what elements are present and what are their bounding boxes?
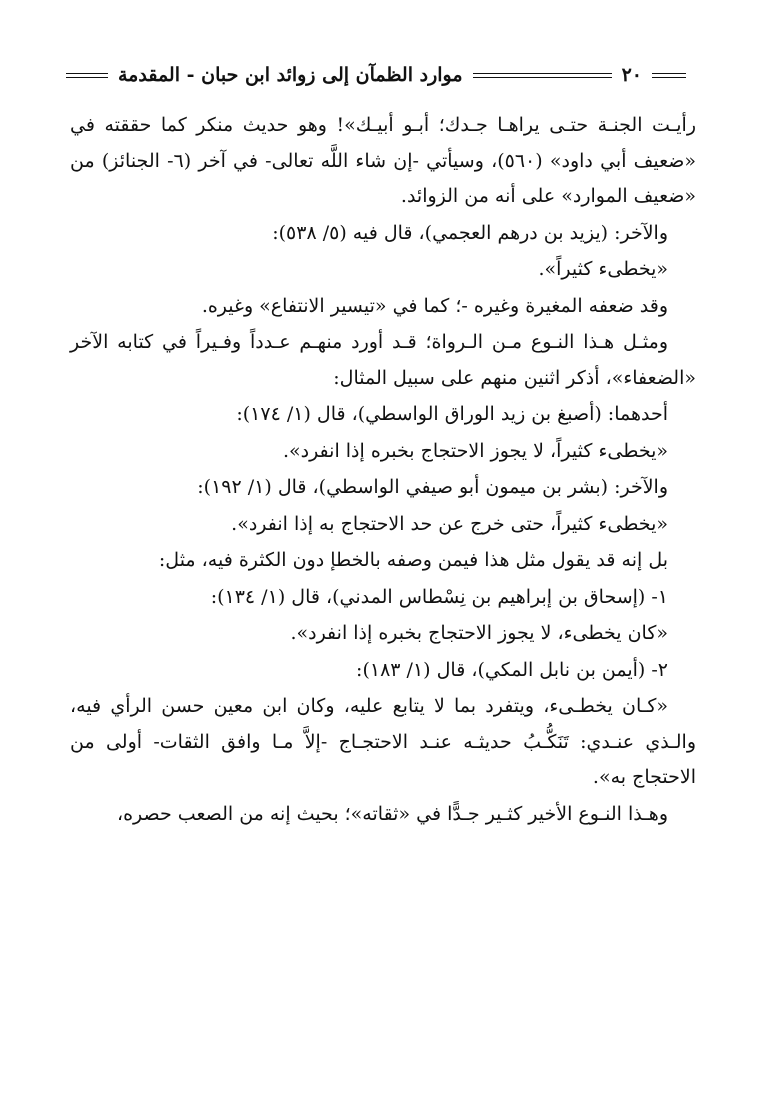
paragraph-continuation: رأيـت الجنـة حتـى يراهـا جـدك؛ أبـو أبيـك»! وهو حديث منكر كما حققته في «ضعيف أبي داود» (٥٦٠)، وسيأتي -إن شاء اللَّه تعالى- في آخر (٦- الجنائز) من «ضعيف الموارد» على أنه من الزوائد. <box>70 114 697 207</box>
header-rule-middle <box>473 73 612 78</box>
running-title: موارد الظمآن إلى زوائد ابن حبان - المقدمة <box>118 64 463 86</box>
list-item: ٢- (أيمن بن نابل المكي)، قال (١/ ١٨٣): <box>356 658 668 681</box>
header-rule-right <box>652 73 686 78</box>
paragraph: والآخر: (بشر بن ميمون أبو صيفي الواسطي)، قال (١/ ١٩٢): <box>197 476 668 498</box>
paragraph: بل إنه قد يقول مثل هذا فيمن وصفه بالخطإ دون الكثرة فيه، مثل: <box>158 549 668 571</box>
paragraph: وقد ضعفه المغيرة وغيره -؛ كما في «تيسير الانتفاع» وغيره. <box>201 294 668 317</box>
page-header <box>66 58 686 92</box>
quote: «يخطىء كثيراً، لا يجوز الاحتجاج بخبره إذا انفرد». <box>282 439 668 462</box>
paragraph: والآخر: (يزيد بن درهم العجمي)، قال فيه (٥/ ٥٣٨): <box>272 221 668 244</box>
quote: «كـان يخطـىء، ويتفرد بما لا يتابع عليه، وكان ابن معين حسن الرأي فيه، والـذي عنـدي: تَنَكُّـبُ حديثـه عنـد الاحتجـاج -إلاَّ مـا وافق الثقات- أولى من الاحتجاج به». <box>70 695 696 788</box>
header-rule-left <box>66 73 108 78</box>
list-item: ١- (إسحاق بن إبراهيم بن نِسْطاس المدني)، قال (١/ ١٣٤): <box>210 585 668 608</box>
paragraph: أحدهما: (أصبغ بن زيد الوراق الواسطي)، قال (١/ ١٧٤): <box>236 403 668 425</box>
quote: «يخطىء كثيراً». <box>538 258 668 280</box>
paragraph: وهـذا النـوع الأخير كثـير جـدًّا في «ثقاته»؛ بحيث إنه من الصعب حصره، <box>116 802 668 825</box>
quote: «يخطىء كثيراً، حتى خرج عن حد الاحتجاج به إذا انفرد». <box>231 512 668 535</box>
page-number: ٢٠ <box>621 64 642 86</box>
paragraph: ومثـل هـذا النـوع مـن الـرواة؛ قـد أورد منهـم عـدداً وفـيراً في كتابه الآخر «الضعفاء»، أذكر اثنين منهم على سبيل المثال: <box>70 331 696 389</box>
body-text <box>70 108 696 832</box>
quote: «كان يخطىء، لا يجوز الاحتجاج بخبره إذا انفرد». <box>290 622 668 644</box>
